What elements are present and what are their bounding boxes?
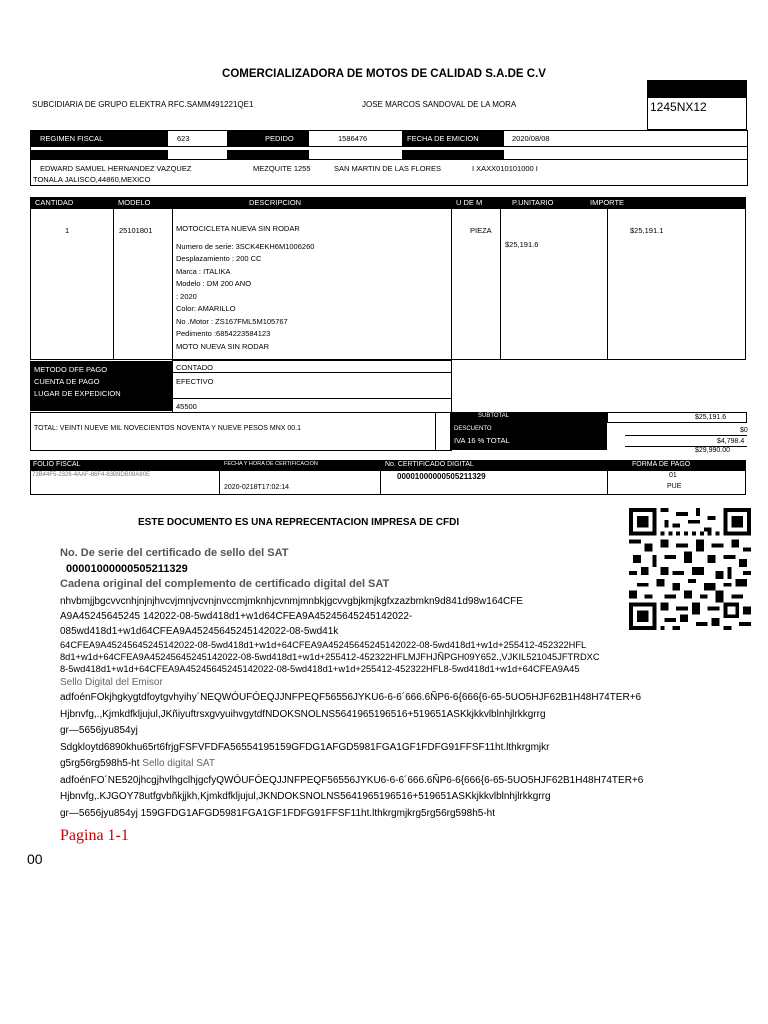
descuento-value: $0 (740, 427, 748, 434)
customer-name: EDWARD SAMUEL HERNANDEZ VAZQUEZ (40, 164, 192, 173)
folio-label: FOLIO FISCAL (33, 461, 81, 468)
divider (30, 159, 748, 160)
fecha-cert-value: 2020-0218T17:02:14 (224, 484, 289, 491)
sello-emisor-line: adfoénFOkjhgkygtdfoytgvhyihy´NEQWÓUFÓEQJJNFPEQF56556JYKU6-6-6´666.6ÑP6-6{666{6-65-5UO5HJF62B1H48H74TER+6 (60, 692, 642, 703)
sello-sat-line: gr—5656jyu854yj 159GFDG1AFGD5981FGA1GF1FDFG91FFSF11ht.lthkrgmjkrg5rg56rg598h5-ht (60, 807, 496, 819)
pedido-value: 1586476 (338, 134, 368, 143)
divider (607, 470, 608, 495)
col-udem: U DE M (456, 198, 483, 207)
folio-value: 73B44F5-2326-4AAF-86F4-83B9DB08A80E (32, 472, 151, 478)
total-words: TOTAL: VEINTI NUEVE MIL NOVECIENTOS NOVENTA Y NUEVE PESOS MNX 00.1 (34, 425, 301, 432)
customer-street: MEZQUITE 1255 (253, 164, 311, 173)
fiscal-row2-bg-2 (227, 150, 309, 159)
cadena-line: 8d1+w1d+64CFEA9A45245645245142022-08-5wd418d1+w1d+255412-452322HFLMJFHJÑPGH09Y652.,VJKIL521045JFTRDXC (60, 652, 600, 662)
desc-line: Numero de serie: 3SCK4EKH6M1006260 (176, 241, 315, 251)
regimen-value: 623 (177, 134, 190, 143)
page-number: Pagina 1-1 (60, 827, 129, 844)
serie-label: No. De serie del certificado de sello del SAT (60, 547, 289, 559)
col-descripcion: DESCRIPCION (249, 198, 302, 207)
item-description (176, 223, 314, 353)
grand-total-value: $29,990.00 (695, 447, 731, 454)
desc-line: : 2020 (176, 291, 197, 301)
divider (625, 435, 747, 436)
cuenta-value: EFECTIVO (176, 377, 214, 386)
forma-value-2: PUE (667, 483, 682, 490)
forma-value-1: 01 (669, 472, 677, 479)
regimen-label: REGIMEN FISCAL (40, 134, 104, 143)
col-cantidad: CANTIDAD (35, 198, 74, 207)
col-modelo: MODELO (118, 198, 151, 207)
item-udem: PIEZA (470, 226, 492, 235)
descuento-label: DESCUENTO (454, 426, 492, 432)
desc-line: MOTOCICLETA NUEVA SIN RODAR (176, 224, 300, 233)
pedido-label: PEDIDO (265, 134, 294, 143)
sello-emisor-line: Hjbnvfg,.,Kjmkdfkljujul,JKñiyuftrsxgvyuihvgytdfNDOKSNOLNS5641965196516+519651ASKkjkkvlblnhjlrkkgrrg (60, 708, 546, 720)
cert-label: No. CERTIFICADO DIGITAL (385, 461, 474, 468)
desc-line: Marca : ITALIKA (176, 266, 231, 276)
cert-value: 00001000000505211329 (397, 472, 486, 481)
divider (172, 398, 452, 399)
subtotal-value: $25,191.6 (695, 414, 727, 421)
metodo-label: METODO DFE PAGO (34, 365, 108, 374)
sello-sat-label: Sello digital SAT (142, 758, 215, 769)
divider (451, 208, 452, 360)
customer-rfc: I XAXX010101000 I (472, 164, 538, 173)
cadena-line: 64CFEA9A45245645245142022-08-5wd418d1+w1d+64CFEA9A45245645245142022-08-5wd418d1+w1d+255412-452322HFL (60, 640, 587, 650)
qr-finder-bottom-left (629, 602, 657, 630)
cuenta-label: CUENTA DE PAGO (34, 377, 100, 386)
subsidiary-rfc: SUBCIDIARIA DE GRUPO ELEKTRA RFC.SAMM491221QE1 (32, 100, 254, 109)
divider (607, 208, 608, 360)
sello-emisor-line: Sdgkloytd6890khu65rt6frjgFSFVFDFA56554195159GFDG1AFGD5981FGA1GF1FDFG91FFSF11ht.lthkrgmjkr (60, 741, 550, 753)
lugar-label: LUGAR DE EXPEDICION (34, 389, 121, 398)
fecha-label: FECHA DE EMICION (407, 134, 479, 143)
cfdi-title: ESTE DOCUMENTO ES UNA REPRECENTACION IMPRESA DE CFDI (138, 517, 460, 528)
forma-label: FORMA DE PAGO (632, 461, 691, 468)
divider (113, 208, 114, 360)
customer-colony: SAN MARTIN DE LAS FLORES (334, 164, 441, 173)
divider (219, 470, 220, 495)
sello-emisor-tail: g5rg56rg598h5-ht (60, 758, 140, 769)
item-punitario: $25,191.6 (505, 240, 539, 249)
invoice-code-bar (647, 80, 747, 98)
col-punitario: P.UNITARIO (512, 198, 554, 207)
divider (380, 470, 381, 495)
desc-line: Desplazamiento : 200 CC (176, 254, 262, 263)
customer-city: TONALA JALISCO,44860,MEXICO (33, 175, 151, 184)
cadena-original (60, 594, 600, 675)
cadena-line: A9A45245645245 142022-08-5wd418d1+w1d64CFEA9A45245645245142022- (60, 611, 413, 622)
divider (500, 208, 501, 360)
company-name: COMERCIALIZADORA DE MOTOS DE CALIDAD S.A.DE C.V (222, 68, 546, 80)
iva-value: $4,798.4 (717, 438, 745, 445)
sello-emisor-label: Sello Digital del Emisor (60, 677, 163, 688)
cadena-line: 085wd418d1+w1d64CFEA9A45245645245142022-08-5wd41k (60, 626, 339, 637)
desc-line: No .Motor : ZS167FML5M105767 (176, 316, 288, 326)
iva-label: IVA 16 % TOTAL (454, 436, 510, 445)
item-modelo: 25101801 (119, 226, 153, 235)
fecha-value: 2020/08/08 (512, 134, 550, 143)
qr-code (628, 508, 752, 630)
desc-line: MOTO NUEVA SIN RODAR (176, 341, 270, 351)
qr-finder-top-left (629, 508, 657, 536)
cadena-line: 8-5wd418d1+w1d+64CFEA9A45245645245142022-08-5wd418d1+w1d+255412-452322HFL8-5wd418d1+w1d+64CFEA9A45 (60, 664, 580, 674)
subtotal-label: SUBTOTAL (478, 413, 510, 419)
cadena-line: nhvbmjjbgcvvcnhjnjnjhvcvjmnjvcvnjnvccmjmknhjcvnmjmnbkjgcvvgbjkmjkgfxzazbmkn9d841d98w164CFE (60, 596, 523, 607)
footer-code: 00 (27, 851, 43, 867)
fecha-cert-label: FECHA Y HORA DE CERTIFICACION (224, 461, 318, 467)
divider (172, 372, 452, 373)
divider (30, 146, 748, 147)
serie-value: 00001000000505211329 (66, 563, 188, 575)
metodo-value: CONTADO (176, 363, 213, 372)
sello-sat-line: adfoénFO´NE520jhcgjhvlhgclhjgcfyQWÓUFÓEQJJNFPEQF56556JYKU6-6-6´666.6ÑP6-6{666{6-65-5UO5HJF62B1H48H74TER+6 (60, 774, 644, 786)
lugar-value: 45500 (176, 402, 197, 411)
item-cantidad: 1 (65, 226, 70, 235)
invoice-code: 1245NX12 (650, 100, 707, 114)
client-name: JOSE MARCOS SANDOVAL DE LA MORA (362, 100, 517, 109)
divider (435, 412, 436, 451)
sello-sat-line: Hjbnvfg,.KJGOY78utfgvbñkjjkh,Kjmkdfkljujul,JKNDOKSNOLNS5641965196516+519651ASKkjkkvlblnhjlrkkgrrg (60, 791, 551, 802)
sello-sat-label-row (60, 756, 643, 773)
cadena-label: Cadena original del complemento de certificado digital del SAT (60, 578, 390, 590)
item-importe: $25,191.1 (630, 226, 664, 235)
fiscal-row2-bg-1 (31, 150, 168, 159)
payment-values (172, 360, 452, 413)
sello-emisor (60, 690, 643, 822)
desc-line: Modelo : DM 200 ANO (176, 279, 252, 288)
invoice-code-box (647, 97, 747, 130)
desc-line: Color: AMARILLO (176, 304, 236, 313)
col-importe: IMPORTE (590, 198, 625, 207)
desc-line: Pedimento :6854223584123 (176, 329, 271, 338)
sello-emisor-line: gr—5656jyu854yj (60, 725, 138, 736)
fiscal-row2-bg-3 (402, 150, 504, 159)
qr-finder-top-right (723, 508, 751, 536)
